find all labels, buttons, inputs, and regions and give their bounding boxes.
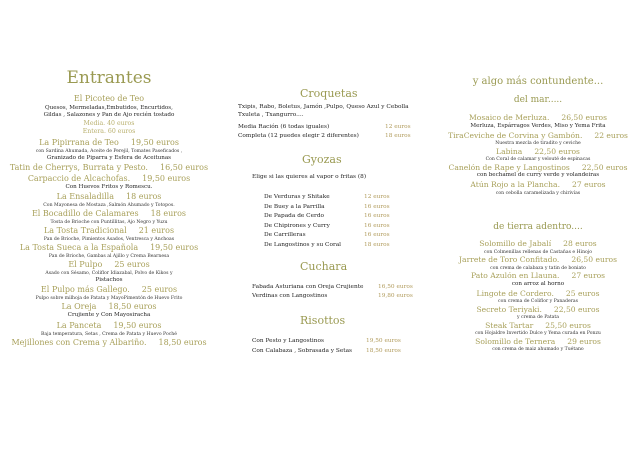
entrante-item (0, 138, 218, 147)
entrante-name: El Pulpo (68, 260, 103, 269)
entrante-item (0, 260, 218, 269)
entrante-name: Tatin de Cherrys, Burrata y Pesto. (9, 163, 148, 172)
entrante-name: La Tosta Sueca a la Española (19, 243, 139, 252)
mar-price: 27 euros (572, 180, 606, 189)
entrante-price: 16,50 euros (159, 163, 209, 172)
tierra-name: Solomillo de Jabalí (479, 239, 552, 248)
tierra-item (436, 305, 640, 314)
entrante-name: Mejillones con Crema y Albariño. (11, 337, 147, 347)
mar-price: 22 euros (594, 130, 628, 140)
contundente-title: y algo más contundente... (472, 76, 604, 87)
cuchara-title: Cuchara (300, 260, 348, 273)
tierra-price: 28 euros (563, 239, 597, 248)
entrante-item (0, 302, 218, 311)
mar-item (436, 147, 640, 156)
tierra-item (436, 321, 640, 330)
entrante-price: 19,50 euros (150, 243, 199, 252)
mar-name: TiraCeviche de Corvina y Gambón. (448, 130, 583, 140)
entrante-desc: Asado con Sésamo, Coliflor Idiazabal, Polvo de Kikos y (45, 271, 173, 276)
tierra-item (436, 289, 640, 298)
entrante-item (0, 243, 218, 252)
risotto-price: 19,50 euros (366, 338, 401, 344)
tierra-desc: con Hojaldre Invertido Dulce y Yema curada en Ponzu (475, 331, 601, 336)
mar-name: Mosaico de Merluza. (468, 113, 550, 122)
entrante-name: Carpaccio de Alcachofas. (27, 173, 131, 183)
tierra-name: Lingote de Cordero. (476, 288, 554, 298)
risotto-name: Con Calabaza , Sobrasada y Setas (252, 347, 353, 354)
tierra-name: Pato Azulón en Llauna. (470, 271, 560, 280)
gyoza-price: 16 euros (364, 232, 390, 238)
gyoza-price: 12 euros (364, 194, 390, 200)
entrante-name: La Oreja (61, 302, 97, 311)
entrante-price: 19,50 euros (142, 173, 191, 183)
entrante-desc: Pan de Brioche, Pimientos Asados, Ventresca y Anchoas (43, 237, 175, 242)
entrante-name: La Ensaladilla (56, 192, 115, 201)
mar-desc: Con Coral de calamar y velouté de espinacas (485, 157, 591, 162)
croqueta-price: 18 euros (385, 133, 411, 139)
cuchara-price: 19,80 euros (378, 293, 413, 299)
tierra-price: 22,50 euros (553, 304, 600, 314)
croqueta-price: 12 euros (385, 124, 411, 130)
mar-name: Atún Rojo a la Plancha. (470, 180, 561, 189)
mar-desc: con bechamel de curry verde y volandeiras (476, 172, 600, 178)
entrante-price: 25 euros (141, 285, 178, 294)
mar-price: 22,50 euros (581, 162, 628, 172)
entrante-price: 18 euros (126, 192, 162, 201)
tierra-item (436, 255, 640, 264)
entrante-name: La Panceta (56, 320, 102, 330)
mar-desc: con cebolla caramelizada y chirivías (495, 190, 581, 196)
mar-price: 26,50 euros (561, 113, 607, 122)
tierra-desc: con crema de maiz ahumado y Tuétano (492, 347, 584, 352)
entrante-price: 18,50 euros (108, 302, 157, 311)
mar-desc: Nuestra mezcla de tiradito y ceviche (495, 141, 581, 146)
croqueta-name: Completa (12 puedes elegir 2 diferentes) (238, 133, 359, 139)
tierra-name: Secreto Teriyaki. (476, 304, 542, 314)
entrante-desc: Con Mayonesa de Mostaza ,Salmón Ahumado y Totopos. (43, 203, 175, 208)
tierra-price: 27 euros (571, 271, 606, 280)
tierra-item (436, 337, 640, 346)
gyoza-name: De Langostinos y su Coral (264, 241, 342, 248)
picoteo-name: El Picoteo de Teo (73, 94, 145, 103)
gyoza-price: 16 euros (364, 213, 390, 219)
mar-name: Canelón de Rape y Langostinos (448, 162, 570, 172)
entrante-name: La Pipirrana de Teo (39, 138, 119, 147)
croquetas-title: Croquetas (300, 87, 358, 100)
entrante-item (0, 285, 218, 294)
entrante-item (0, 321, 218, 330)
entrante-desc: Tosta de Brioche con Puntillitas, Ajo Negro y Yuzu (50, 220, 168, 225)
entrante-item (0, 338, 218, 347)
picoteo-media: Media. 40 euros (83, 120, 135, 127)
mar-item (436, 163, 640, 172)
gyoza-name: De Papada de Cerdo (264, 213, 325, 219)
mar-price: 22,50 euros (534, 146, 580, 156)
tierra-price: 26,50 euros (571, 255, 617, 264)
entrante-desc: Pan de Brioche, Gambas al Ajillo y Crema Bearnesa (48, 254, 170, 259)
entrante-item (0, 192, 218, 201)
entrante-name: La Tosta Tradicional (43, 226, 127, 235)
gyoza-name: De Carrilleras (264, 232, 306, 238)
entrante-desc: con Sardina Ahumada, Aceite de Perejil, Tomates Paseficados , (35, 149, 183, 154)
mar-name: Labina (496, 146, 523, 156)
entrante-price: 19,50 euros (130, 138, 179, 147)
tierra-desc: y crema de Patata (516, 315, 559, 320)
entrante-item (0, 174, 218, 183)
entrante-desc: Crujiente y Con Mayosiracha (67, 312, 151, 318)
tierra-desc: con Colmenillas rellenas de Castañas e Hinojo (484, 249, 592, 255)
gyozas-title: Gyozas (302, 153, 342, 166)
croquetas-desc-2: Txuleta , Txangurro.... (238, 112, 304, 118)
entrantes-title: Entrantes (66, 68, 152, 88)
entrante-item (0, 226, 218, 235)
tierra-name: Jarrete de Toro Confitado. (459, 255, 560, 264)
gyoza-price: 18 euros (364, 241, 390, 248)
mar-item (436, 131, 640, 140)
tierra-price: 25 euros (565, 288, 600, 298)
tierra-item (436, 239, 640, 248)
croqueta-name: Media Ración (6 todas iguales) (238, 124, 330, 130)
gyoza-name: De Chipirones y Curry (264, 222, 330, 229)
risotto-name: Con Pesto y Langostinos (252, 338, 324, 344)
mar-item (436, 113, 640, 122)
entrante-name: El Bocadillo de Calamares (31, 209, 139, 218)
gyoza-name: De Buey a la Parrilla (264, 203, 325, 210)
entrante-price: 18 euros (150, 209, 187, 218)
mar-desc: Merluza, Espárragos Verdes, Miso y Yema Frita (470, 122, 606, 129)
croquetas-desc-1: Txipis, Rabo, Boletus, Jamón ,Pulpo, Queso Azul y Cebolla (238, 104, 409, 110)
entrante-desc: Granizado de Piparra y Esfera de Aceitunas (46, 154, 172, 161)
picoteo-entera: Entera. 60 euros (82, 128, 136, 135)
entrante-desc: Baja temperatura, Setas , Crema de Patata y Huevo Poché (41, 331, 177, 337)
entrante-desc: Pistachos (95, 276, 123, 283)
entrante-price: 19,50 euros (113, 320, 162, 330)
risottos-title: Risottos (300, 314, 346, 327)
tierra-desc: con arroz al horno (511, 280, 565, 287)
tierra-price: 25,50 euros (545, 320, 591, 330)
entrante-item (0, 163, 218, 172)
tierra-price: 29 euros (567, 336, 601, 346)
tierra-name: Steak Tartar (485, 320, 534, 330)
entrante-price: 18,50 euros (158, 337, 207, 347)
gyoza-price: 16 euros (364, 203, 390, 210)
entrante-price: 25 euros (114, 260, 150, 269)
entrante-name: El Pulpo más Gallego. (40, 285, 130, 294)
tierra-title: de tierra adentro.... (493, 222, 583, 232)
gyozas-intro: Elige si las quieres al vapor o fritas (8) (252, 174, 367, 180)
entrante-item (0, 209, 218, 218)
tierra-desc: con crema de calabaza y tatin de boniato (490, 265, 586, 271)
risotto-price: 18,50 euros (366, 347, 401, 354)
gyoza-name: De Verduras y Shitake (264, 194, 330, 200)
picoteo-desc-2: Gildas , Salazones y Pan de Ajo recién tostado (43, 112, 175, 118)
entrante-desc: Con Huevos Fritos y Romescu. (65, 183, 153, 190)
cuchara-name: Verdinas con Langostinos (252, 293, 328, 299)
cuchara-price: 16,50 euros (378, 284, 413, 290)
cuchara-name: Fabada Asturiana con Oreja Crujiente (252, 284, 364, 290)
picoteo-desc-1: Quesos, Mermeladas,Embutidos, Encurtidos, (45, 105, 173, 111)
tierra-desc: con crema de Coliflor y Panaderas (498, 299, 578, 304)
gyoza-price: 16 euros (364, 222, 390, 229)
entrante-price: 21 euros (138, 226, 175, 235)
mar-item (436, 180, 640, 189)
mar-title: del mar..... (513, 95, 563, 105)
entrante-desc: Pulpo sobre milhoja de Patata y MayoPimentón de Huevo Frito (35, 296, 183, 301)
tierra-name: Solomillo de Ternera (475, 336, 556, 346)
tierra-item (436, 271, 640, 280)
